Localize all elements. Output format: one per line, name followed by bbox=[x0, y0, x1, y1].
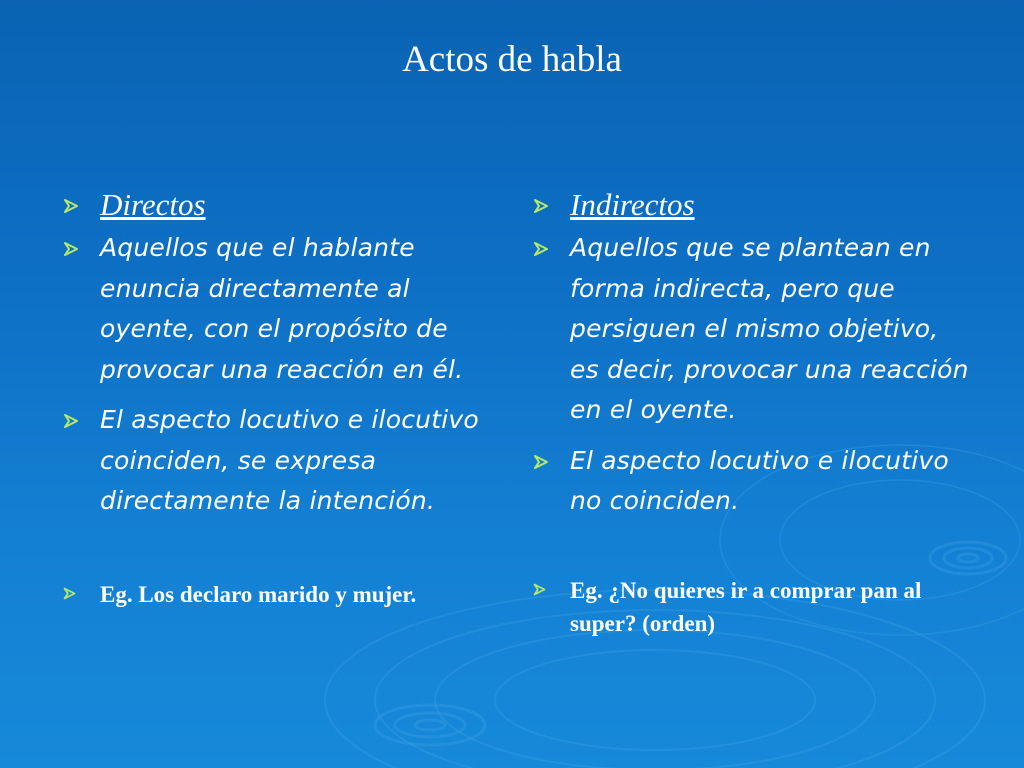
indirectos-point-aspect-text: El aspecto locutivo e ilocutivo no coinciden. bbox=[570, 445, 949, 515]
arrow-bullet-icon bbox=[62, 586, 77, 601]
indirectos-point-definition-text: Aquellos que se plantean en forma indirecta, pero que persiguen el mismo objetivo, es decir, provocar una reacción en el oyente. bbox=[570, 233, 969, 424]
indirectos-example-text: Eg. ¿No quieres ir a comprar pan al super? (orden) bbox=[570, 577, 922, 636]
indirectos-heading-label: Indirectos bbox=[570, 187, 695, 222]
arrow-bullet-icon bbox=[532, 582, 547, 597]
directos-point-aspect-text: El aspecto locutivo e ilocutivo coinciden, se expresa directamente la intención. bbox=[100, 405, 479, 515]
directos-heading bbox=[62, 186, 502, 224]
indirectos-point-definition bbox=[532, 228, 972, 431]
directos-example bbox=[62, 578, 502, 611]
arrow-bullet-icon bbox=[62, 412, 80, 430]
arrow-bullet-icon bbox=[532, 197, 550, 215]
directos-point-aspect bbox=[62, 400, 502, 522]
right-column bbox=[532, 186, 972, 640]
left-column bbox=[62, 186, 502, 611]
arrow-bullet-icon bbox=[62, 197, 80, 215]
directos-point-definition bbox=[62, 228, 502, 390]
arrow-bullet-icon bbox=[532, 240, 550, 258]
arrow-bullet-icon bbox=[62, 240, 80, 258]
indirectos-point-aspect bbox=[532, 441, 972, 522]
directos-heading-label: Directos bbox=[100, 187, 206, 222]
indirectos-heading bbox=[532, 186, 972, 224]
directos-example-text: Eg. Los declaro marido y mujer. bbox=[100, 581, 417, 607]
indirectos-example bbox=[532, 574, 972, 640]
arrow-bullet-icon bbox=[532, 453, 550, 471]
directos-point-definition-text: Aquellos que el hablante enuncia directamente al oyente, con el propósito de provocar una reacción en él. bbox=[100, 233, 464, 384]
slide-title: Actos de habla bbox=[402, 39, 622, 80]
